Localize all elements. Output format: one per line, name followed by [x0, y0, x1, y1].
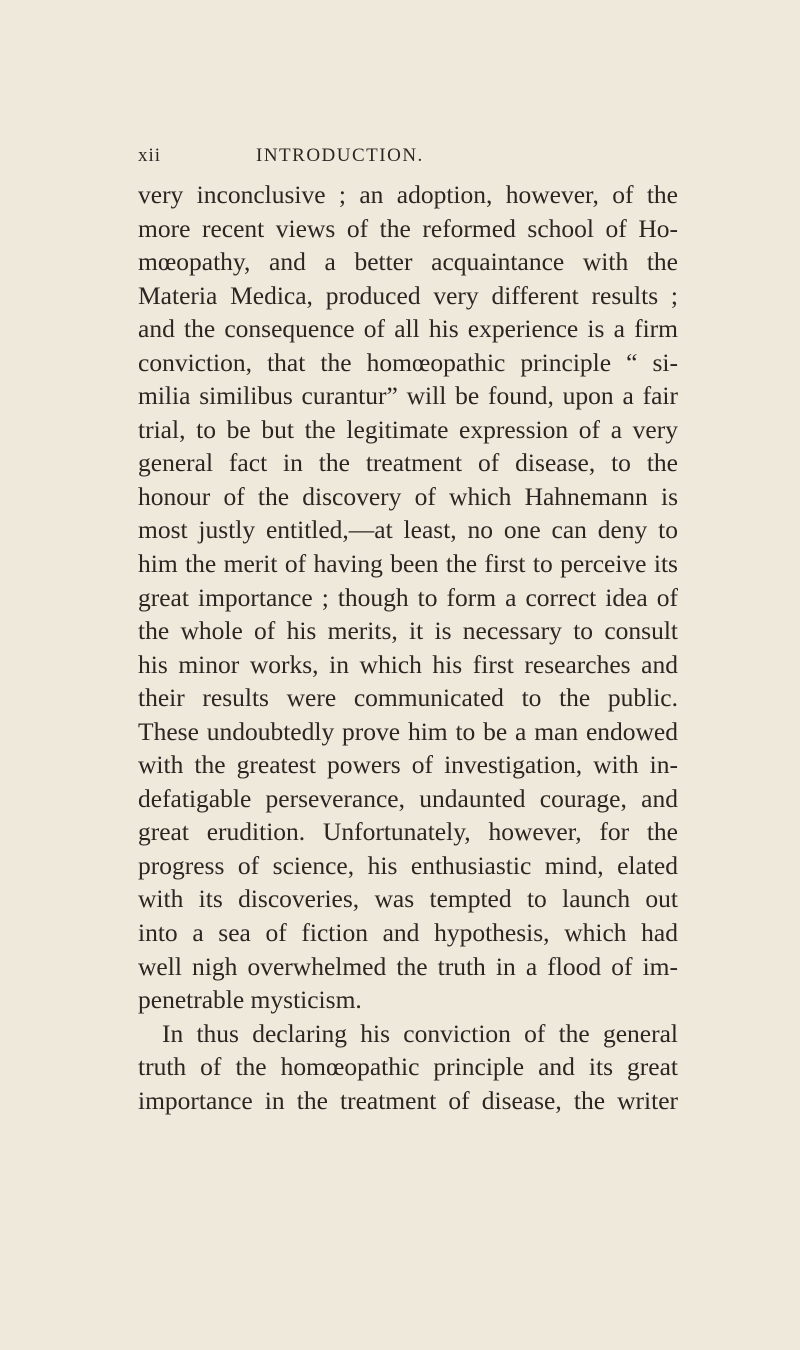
text-line: into a sea of fiction and hypothesis, which had: [138, 918, 678, 948]
text-line: truth of the homœopathic principle and its great: [138, 1052, 678, 1082]
text-line: milia similibus curantur” will be found, upon a fair: [138, 381, 678, 411]
text-line: trial, to be but the legitimate expression of a very: [138, 414, 678, 444]
text-line: Materia Medica, produced very different results ;: [138, 280, 678, 310]
text-line: their results were communicated to the public.: [138, 683, 678, 713]
text-line: and the consequence of all his experience is a firm: [138, 314, 678, 344]
text-line: with the greatest powers of investigation, with in-: [138, 750, 678, 780]
text-line: his minor works, in which his first researches and: [138, 649, 678, 679]
text-line: These undoubtedly prove him to be a man endowed: [138, 716, 678, 746]
text-line: with its discoveries, was tempted to launch out: [138, 884, 678, 914]
page-number: xii: [138, 145, 162, 166]
text-line: importance in the treatment of disease, the writer: [138, 1085, 678, 1115]
running-head: [138, 145, 638, 173]
paragraph-end-line: penetrable mysticism.: [138, 985, 362, 1015]
paragraph-start-line: In thus declaring his conviction of the general: [162, 1018, 678, 1048]
text-line: mœopathy, and a better acquaintance with the: [138, 247, 678, 277]
text-line: defatigable perseverance, undaunted courage, and: [138, 783, 678, 813]
text-line: progress of science, his enthusiastic mind, elated: [138, 850, 678, 880]
text-line: well nigh overwhelmed the truth in a flood of im-: [138, 951, 678, 981]
text-line: conviction, that the homœopathic principle “ si-: [138, 347, 678, 377]
text-line: great importance ; though to form a correct idea of: [138, 582, 678, 612]
section-title: INTRODUCTION.: [256, 145, 424, 166]
text-line: honour of the discovery of which Hahnemann is: [138, 481, 678, 511]
text-line: more recent views of the reformed school of Ho-: [138, 213, 678, 243]
text-line: most justly entitled,—at least, no one can deny to: [138, 515, 678, 545]
text-line: very inconclusive ; an adoption, however, of the: [138, 180, 678, 209]
text-line: great erudition. Unfortunately, however, for the: [138, 817, 678, 847]
body-text: [138, 178, 678, 1117]
text-line: general fact in the treatment of disease, to the: [138, 448, 678, 478]
text-line: the whole of his merits, it is necessary to consult: [138, 616, 678, 646]
text-line: him the merit of having been the first to perceive its: [138, 549, 678, 579]
